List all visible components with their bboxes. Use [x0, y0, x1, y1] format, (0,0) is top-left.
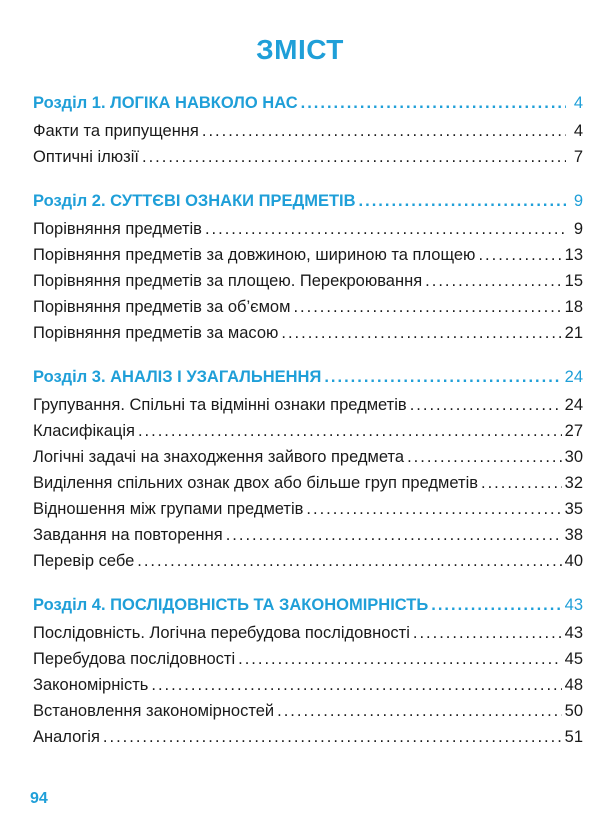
- toc-entry-page: 7: [573, 148, 583, 166]
- toc-section: [33, 596, 583, 754]
- toc-entry-label: Порівняння предметів за площею. Перекроювання: [33, 272, 423, 290]
- toc-entry-page: 15: [564, 272, 583, 290]
- toc-entry: [33, 246, 583, 272]
- section-heading: Розділ 3. АНАЛІЗ І УЗАГАЛЬНЕННЯ: [33, 368, 322, 386]
- dot-leader: [277, 702, 562, 721]
- dot-leader: [478, 246, 561, 265]
- section-page-number: 24: [564, 368, 583, 386]
- toc-entry: [33, 298, 583, 324]
- toc-entry-page: 45: [564, 650, 583, 668]
- toc-entry: [33, 220, 583, 246]
- toc-entry: [33, 122, 583, 148]
- toc-entry-label: Перебудова послідовності: [33, 650, 236, 668]
- toc-entry-label: Встановлення закономірностей: [33, 702, 275, 720]
- toc-entry-label: Порівняння предметів за об’ємом: [33, 298, 291, 316]
- section-heading-row: [33, 94, 583, 122]
- toc-entry: [33, 728, 583, 754]
- section-heading: Розділ 4. ПОСЛІДОВНІСТЬ ТА ЗАКОНОМІРНІСТЬ: [33, 596, 429, 614]
- dot-leader: [226, 526, 562, 545]
- toc-entry-label: Послідовність. Логічна перебудова послідовності: [33, 624, 410, 642]
- toc-entry: [33, 500, 583, 526]
- toc-entry-page: 9: [573, 220, 583, 238]
- section-page-number: 9: [573, 192, 583, 210]
- section-heading-row: [33, 596, 583, 624]
- toc-entry: [33, 526, 583, 552]
- toc-entry-label: Порівняння предметів за довжиною, шириною та площею: [33, 246, 476, 264]
- dot-leader: [151, 676, 561, 695]
- dot-leader: [142, 148, 566, 167]
- toc-entry-page: 35: [564, 500, 583, 518]
- dot-leader: [281, 324, 561, 343]
- dot-leader: [425, 272, 561, 291]
- toc-entry-label: Перевір себе: [33, 552, 135, 570]
- dot-leader: [205, 220, 566, 239]
- toc-entry: [33, 650, 583, 676]
- toc-entry: [33, 702, 583, 728]
- toc-entry-label: Порівняння предметів за масою: [33, 324, 279, 342]
- dot-leader: [359, 192, 566, 211]
- toc-entry: [33, 148, 583, 174]
- dot-leader: [138, 422, 562, 441]
- dot-leader: [293, 298, 561, 317]
- toc-entry-label: Порівняння предметів: [33, 220, 202, 238]
- toc-entry: [33, 324, 583, 350]
- toc-entry-page: 51: [564, 728, 583, 746]
- toc-section: [33, 94, 583, 174]
- toc-entry-page: 18: [564, 298, 583, 316]
- toc-entry-label: Відношення між групами предметів: [33, 500, 304, 518]
- toc-entry-page: 24: [564, 396, 583, 414]
- dot-leader: [202, 122, 566, 141]
- toc-entry: [33, 448, 583, 474]
- toc-entry-page: 32: [564, 474, 583, 492]
- page-number: 94: [30, 790, 48, 807]
- dot-leader: [410, 396, 562, 415]
- toc-entry-label: Оптичні ілюзії: [33, 148, 139, 166]
- toc-entry: [33, 624, 583, 650]
- dot-leader: [137, 552, 561, 571]
- dot-leader: [238, 650, 562, 669]
- toc-entry: [33, 552, 583, 578]
- toc-entry-page: 27: [564, 422, 583, 440]
- section-heading-row: [33, 192, 583, 220]
- toc-section: [33, 368, 583, 578]
- toc-entry-page: 40: [564, 552, 583, 570]
- toc-entry-page: 30: [564, 448, 583, 466]
- dot-leader: [413, 624, 562, 643]
- toc-entry: [33, 396, 583, 422]
- toc-entry-label: Аналогія: [33, 728, 100, 746]
- dot-leader: [324, 368, 561, 387]
- section-page-number: 43: [564, 596, 583, 614]
- toc-entry-page: 4: [573, 122, 583, 140]
- toc-section: [33, 192, 583, 350]
- toc-entry-label: Закономірність: [33, 676, 149, 694]
- dot-leader: [431, 596, 561, 615]
- toc-entry-page: 50: [564, 702, 583, 720]
- dot-leader: [103, 728, 562, 747]
- toc-entry-label: Класифікація: [33, 422, 135, 440]
- toc-entry-label: Факти та припущення: [33, 122, 199, 140]
- toc-entry-label: Групування. Спільні та відмінні ознаки предметів: [33, 396, 407, 414]
- dot-leader: [481, 474, 562, 493]
- section-heading-row: [33, 368, 583, 396]
- toc-entry-label: Виділення спільних ознак двох або більше груп предметів: [33, 474, 479, 492]
- toc-entry-page: 21: [564, 324, 583, 342]
- dot-leader: [301, 94, 566, 113]
- table-of-contents: [33, 94, 583, 772]
- section-heading: Розділ 1. ЛОГІКА НАВКОЛО НАС: [33, 94, 298, 112]
- dot-leader: [306, 500, 561, 519]
- toc-entry: [33, 474, 583, 500]
- toc-entry: [33, 676, 583, 702]
- toc-entry-page: 48: [564, 676, 583, 694]
- section-page-number: 4: [573, 94, 583, 112]
- toc-entry-page: 38: [564, 526, 583, 544]
- toc-entry: [33, 422, 583, 448]
- toc-entry-page: 13: [564, 246, 583, 264]
- toc-entry: [33, 272, 583, 298]
- toc-entry-page: 43: [564, 624, 583, 642]
- page-title: ЗМІСТ: [256, 34, 344, 65]
- dot-leader: [407, 448, 562, 467]
- section-heading: Розділ 2. СУТТЄВІ ОЗНАКИ ПРЕДМЕТІВ: [33, 192, 356, 210]
- toc-entry-label: Завдання на повторення: [33, 526, 223, 544]
- toc-entry-label: Логічні задачі на знаходження зайвого предмета: [33, 448, 405, 466]
